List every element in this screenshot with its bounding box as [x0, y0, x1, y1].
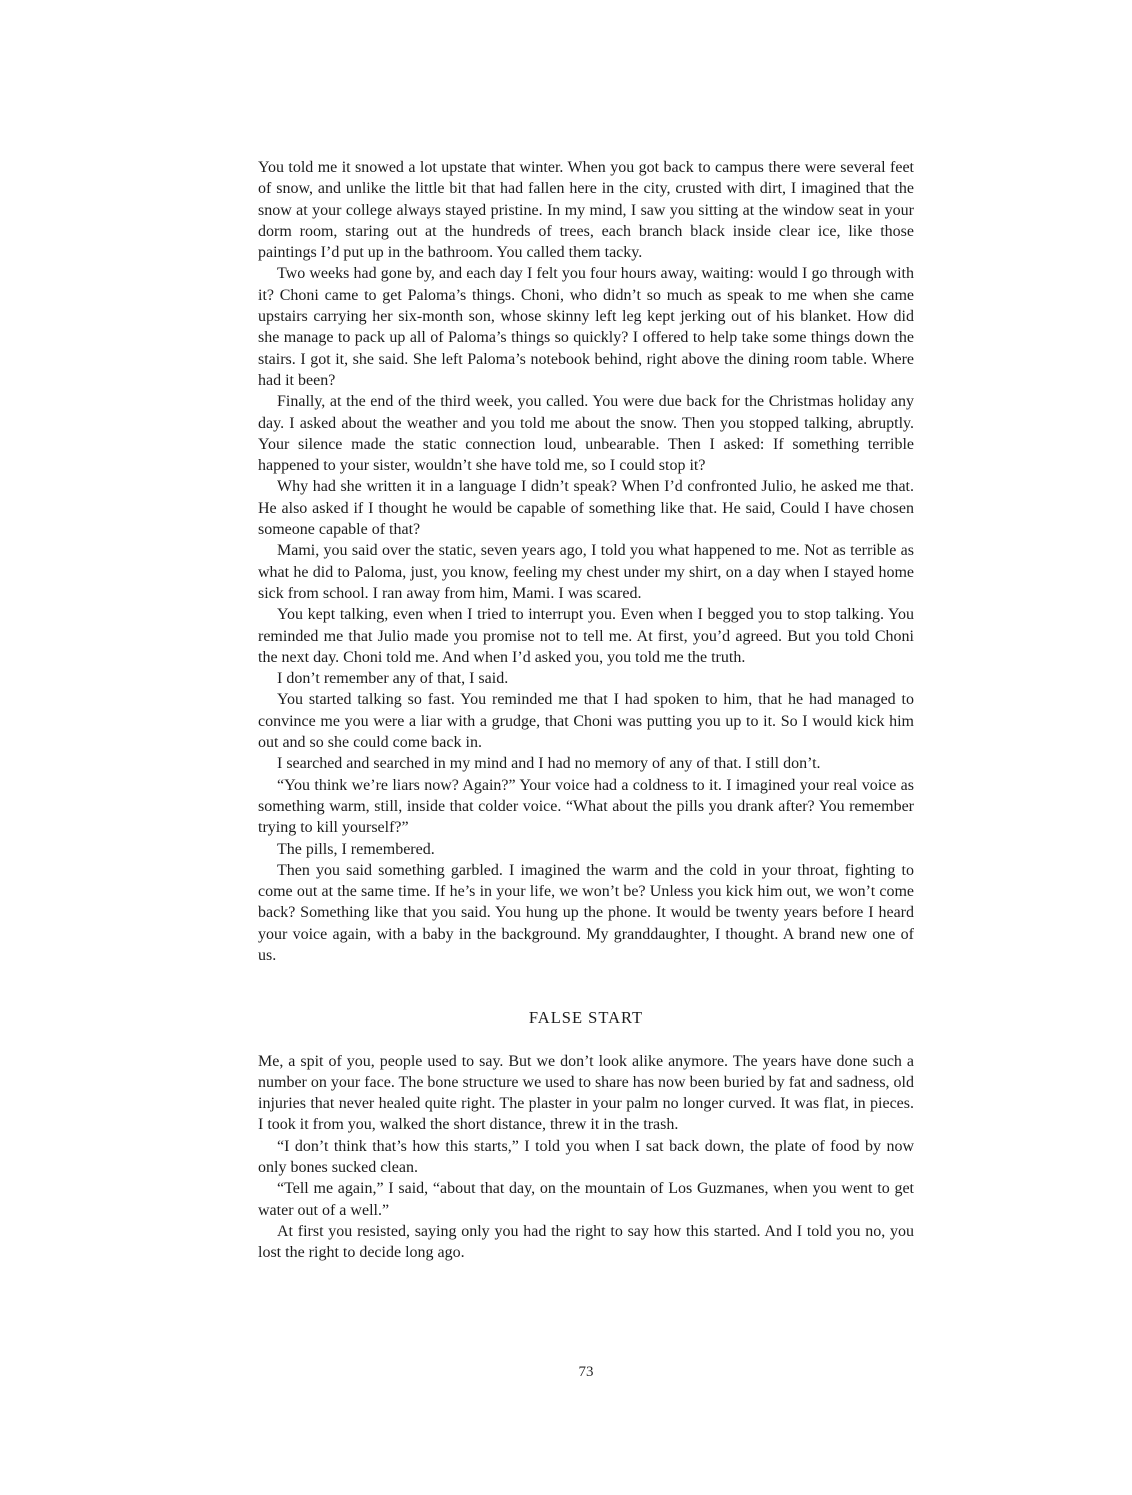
paragraph: “I don’t think that’s how this starts,” I told you when I sat back down, the plate of food by now only bones sucked clean.: [258, 1137, 914, 1177]
paragraph: Mami, you said over the static, seven years ago, I told you what happened to me. Not as terrible as what he did to Paloma, just, you know, feeling my chest under my shirt, on a day when I stayed home sick from school. I ran away from him, Mami. I was scared.: [258, 542, 914, 602]
paragraph: I searched and searched in my mind and I had no memory of any of that. I still don’t.: [277, 755, 821, 773]
paragraph: You kept talking, even when I tried to interrupt you. Even when I begged you to stop talking. You reminded me that Julio made you promise not to tell me. At first, you’d agreed. But you told Choni the next day. Choni told me. And when I’d asked you, you told me the truth.: [258, 606, 914, 666]
paragraph: Two weeks had gone by, and each day I felt you four hours away, waiting: would I go through with it? Choni came to get Paloma’s things. Choni, who didn’t so much as speak to me when she came upstairs carrying her six-month son, whose skinny left leg kept jerking out of his blanket. How did she manage to pack up all of Paloma’s things so quickly? I offered to help take some things down the stairs. I got it, she said. She left Paloma’s notebook behind, right above the dining room table. Where had it been?: [258, 265, 914, 389]
paragraph: At first you resisted, saying only you had the right to say how this started. And I told you no, you lost the right to decide long ago.: [258, 1222, 914, 1262]
paragraph: You told me it snowed a lot upstate that winter. When you got back to campus there were several feet of snow, and unlike the little bit that had fallen here in the city, crusted with dirt, I imagined that the snow at your college always stayed pristine. In my mind, I saw you sitting at the window seat in your dorm room, staring out at the hundreds of trees, each branch black inside clear ice, like those paintings I’d put up in the bathroom. You called them tacky.: [258, 159, 914, 262]
section-heading: FALSE START: [528, 1008, 644, 1028]
text-column: [258, 157, 914, 1264]
paragraph: Why had she written it in a language I didn’t speak? When I’d confronted Julio, he asked me that. He also asked if I thought he would be capable of something like that. He said, Could I have chosen someone capable of that?: [258, 478, 914, 539]
paragraph: You started talking so fast. You reminded me that I had spoken to him, that he had managed to convince me you were a liar with a grudge, that Choni was putting you up to it. So I would kick him out and so she could come back in.: [258, 691, 914, 752]
paragraph: Finally, at the end of the third week, you called. You were due back for the Christmas holiday any day. I asked about the weather and you told me about the snow. Then you stopped talking, abruptly. Your silence made the static connection loud, unbearable. Then I asked: If something terrible happened to your sister, wouldn’t she have told me, so I could stop it?: [258, 393, 914, 475]
text-section: [258, 157, 914, 966]
paragraph: I don’t remember any of that, I said.: [277, 670, 509, 688]
paragraph: Then you said something garbled. I imagined the warm and the cold in your throat, fighting to come out at the same time. If he’s in your life, we won’t be? Unless you kick him out, we won’t come back? Something like that you said. You hung up the phone. It would be twenty years before I heard your voice again, with a baby in the background. My granddaughter, I thought. A brand new one of us.: [258, 861, 914, 964]
paragraph: The pills, I remembered.: [277, 840, 435, 858]
page-number: 73: [578, 1364, 594, 1380]
paragraph: Me, a spit of you, people used to say. But we don’t look alike anymore. The years have done such a number on your face. The bone structure we used to share has now been buried by fat and sadness, old injuries that never healed quite right. The plaster in your palm no longer curved. It was flat, in pieces. I took it from you, walked the short distance, threw it in the trash.: [258, 1052, 914, 1134]
paragraph: “You think we’re liars now? Again?” Your voice had a coldness to it. I imagined your real voice as something warm, still, inside that colder voice. “What about the pills you drank after? You remember trying to kill yourself?”: [258, 776, 914, 837]
paragraph: “Tell me again,” I said, “about that day, on the mountain of Los Guzmanes, when you went to get water out of a well.”: [258, 1180, 914, 1219]
text-section: [258, 1007, 914, 1263]
